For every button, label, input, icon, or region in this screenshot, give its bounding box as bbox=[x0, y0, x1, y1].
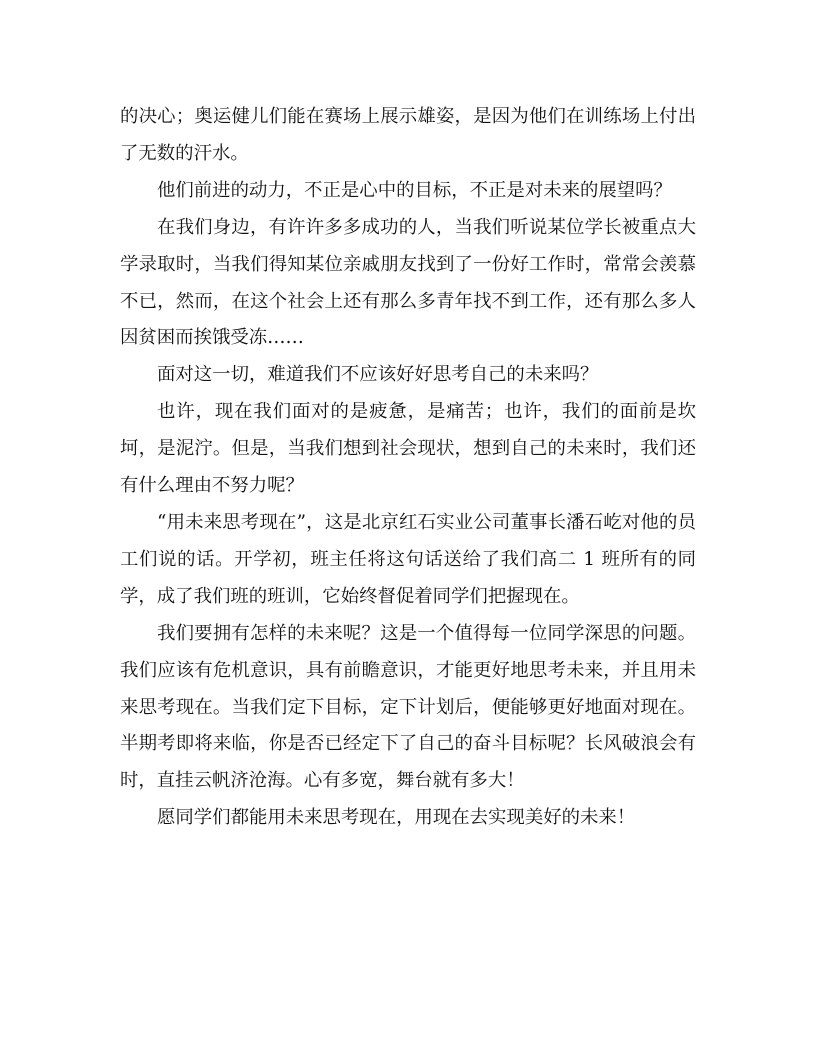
document-body bbox=[120, 99, 696, 837]
paragraph-4: 面对这一切，难道我们不应该好好思考自己的未来吗？ bbox=[157, 364, 599, 386]
paragraph-7: 我们要拥有怎样的未来呢？这是一个值得每一位同学深思的问题。我们应该有危机意识，具有前瞻意识，才能更好地思考未来，并且用未来思考现在。当我们定下目标，定下计划后，便能够更好地面对现在。半期考即将来临，你是否已经定下了自己的奋斗目标呢？长风破浪会有时，直挂云帆济沧海。心有多宽，舞台就有多大！ bbox=[120, 622, 696, 792]
paragraph-3: 在我们身边，有许许多多成功的人，当我们听说某位学长被重点大学录取时，当我们得知某位亲戚朋友找到了一份好工作时，常常会羡慕不已，然而，在这个社会上还有那么多青年找不到工作，还有那么多人因贫困而挨饿受冻…… bbox=[120, 216, 696, 349]
paragraph-1: 的决心；奥运健儿们能在赛场上展示雄姿，是因为他们在训练场上付出了无数的汗水。 bbox=[120, 106, 696, 164]
paragraph-2: 他们前进的动力，不正是心中的目标，不正是对未来的展望吗？ bbox=[157, 179, 672, 201]
paragraph-8: 愿同学们都能用未来思考现在，用现在去实现美好的未来！ bbox=[157, 807, 636, 829]
paragraph-6: “用未来思考现在”，这是北京红石实业公司董事长潘石屹对他的员工们说的话。开学初，班主任将这句话送给了我们高二 1 班所有的同学，成了我们班的班训，它始终督促着同学们把握现在。 bbox=[120, 511, 696, 607]
paragraph-5: 也许，现在我们面对的是疲惫，是痛苦；也许，我们的面前是坎坷，是泥泞。但是，当我们想到社会现状，想到自己的未来时，我们还有什么理由不努力呢？ bbox=[120, 401, 696, 497]
